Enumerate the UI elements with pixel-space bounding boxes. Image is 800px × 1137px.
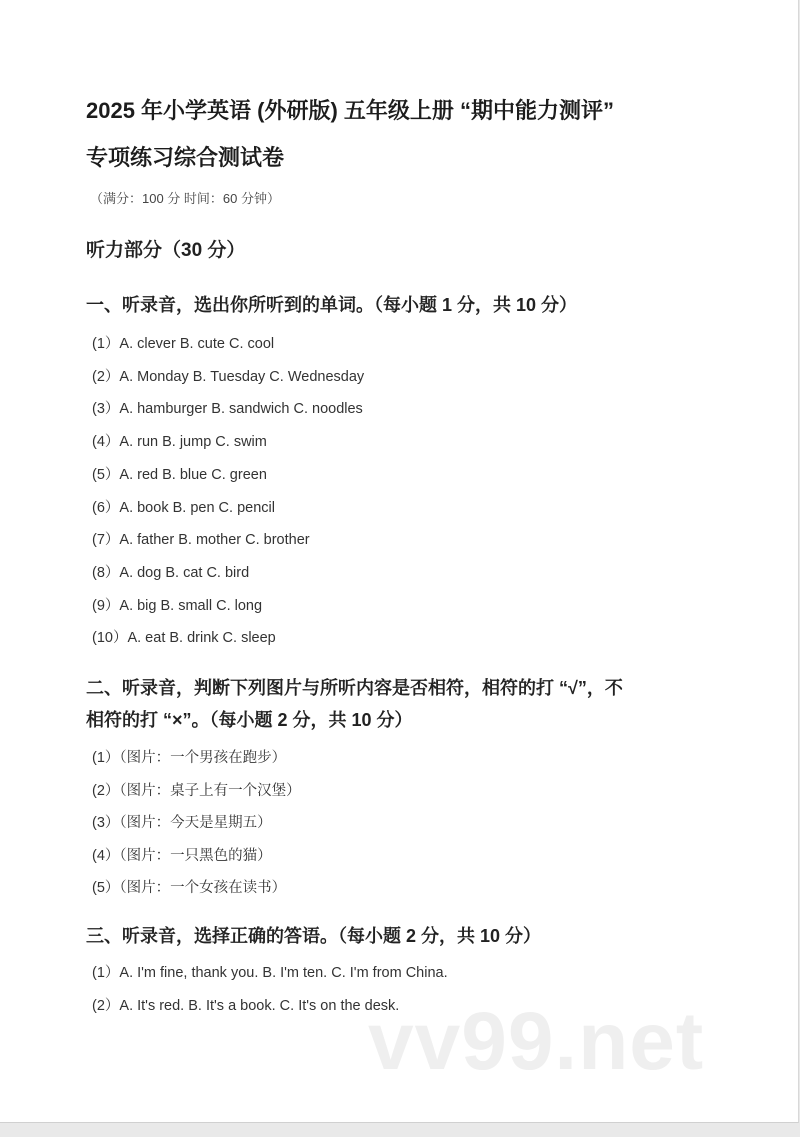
section-heading: 二、听录音，判断下列图片与所听内容是否相符，相符的打 “√”，不 xyxy=(86,678,623,698)
section-heading: 相符的打 “×”。（每小题 2 分，共 10 分） xyxy=(86,710,413,730)
document-title-line-2: 专项练习综合测试卷 xyxy=(86,145,285,170)
section-heading: 一、听录音，选出你所听到的单词。（每小题 1 分，共 10 分） xyxy=(86,295,578,315)
question-item: (7）A. father B. mother C. brother xyxy=(92,532,310,549)
question-item: (4）（图片：一只黑色的猫） xyxy=(92,847,272,864)
question-item: (6）A. book B. pen C. pencil xyxy=(92,499,275,516)
question-item: (9）A. big B. small C. long xyxy=(92,597,263,614)
question-item: (2）（图片：桌子上有一个汉堡） xyxy=(92,782,301,799)
watermark: vv99.net xyxy=(368,996,705,1087)
part-heading: 听力部分（30 分） xyxy=(86,240,246,261)
question-item: (5）A. red B. blue C. green xyxy=(92,466,267,483)
score-time-info: （满分：100 分 时间：60 分钟） xyxy=(90,191,280,206)
question-item: (1）A. I'm fine, thank you. B. I'm ten. C. I'm from China. xyxy=(92,965,448,981)
question-item: (8）A. dog B. cat C. bird xyxy=(92,564,250,581)
question-item: (2）A. It's red. B. It's a book. C. It's on the desk. xyxy=(92,997,400,1014)
document-title-line-1: 2025 年小学英语 (外研版) 五年级上册 “期中能力测评” xyxy=(86,98,615,123)
question-item: (10）A. eat B. drink C. sleep xyxy=(92,630,276,647)
question-item: (3）A. hamburger B. sandwich C. noodles xyxy=(92,401,363,418)
section-heading: 三、听录音，选择正确的答语。（每小题 2 分，共 10 分） xyxy=(86,926,542,946)
question-item: (2）A. Monday B. Tuesday C. Wednesday xyxy=(92,368,365,385)
question-item: (3）（图片：今天是星期五） xyxy=(92,815,272,831)
question-item: (4）A. run B. jump C. swim xyxy=(92,434,267,451)
question-item: (1）（图片：一个男孩在跑步） xyxy=(92,750,287,766)
question-item: (5）（图片：一个女孩在读书） xyxy=(92,880,287,896)
question-item: (1）A. clever B. cute C. cool xyxy=(92,336,275,352)
